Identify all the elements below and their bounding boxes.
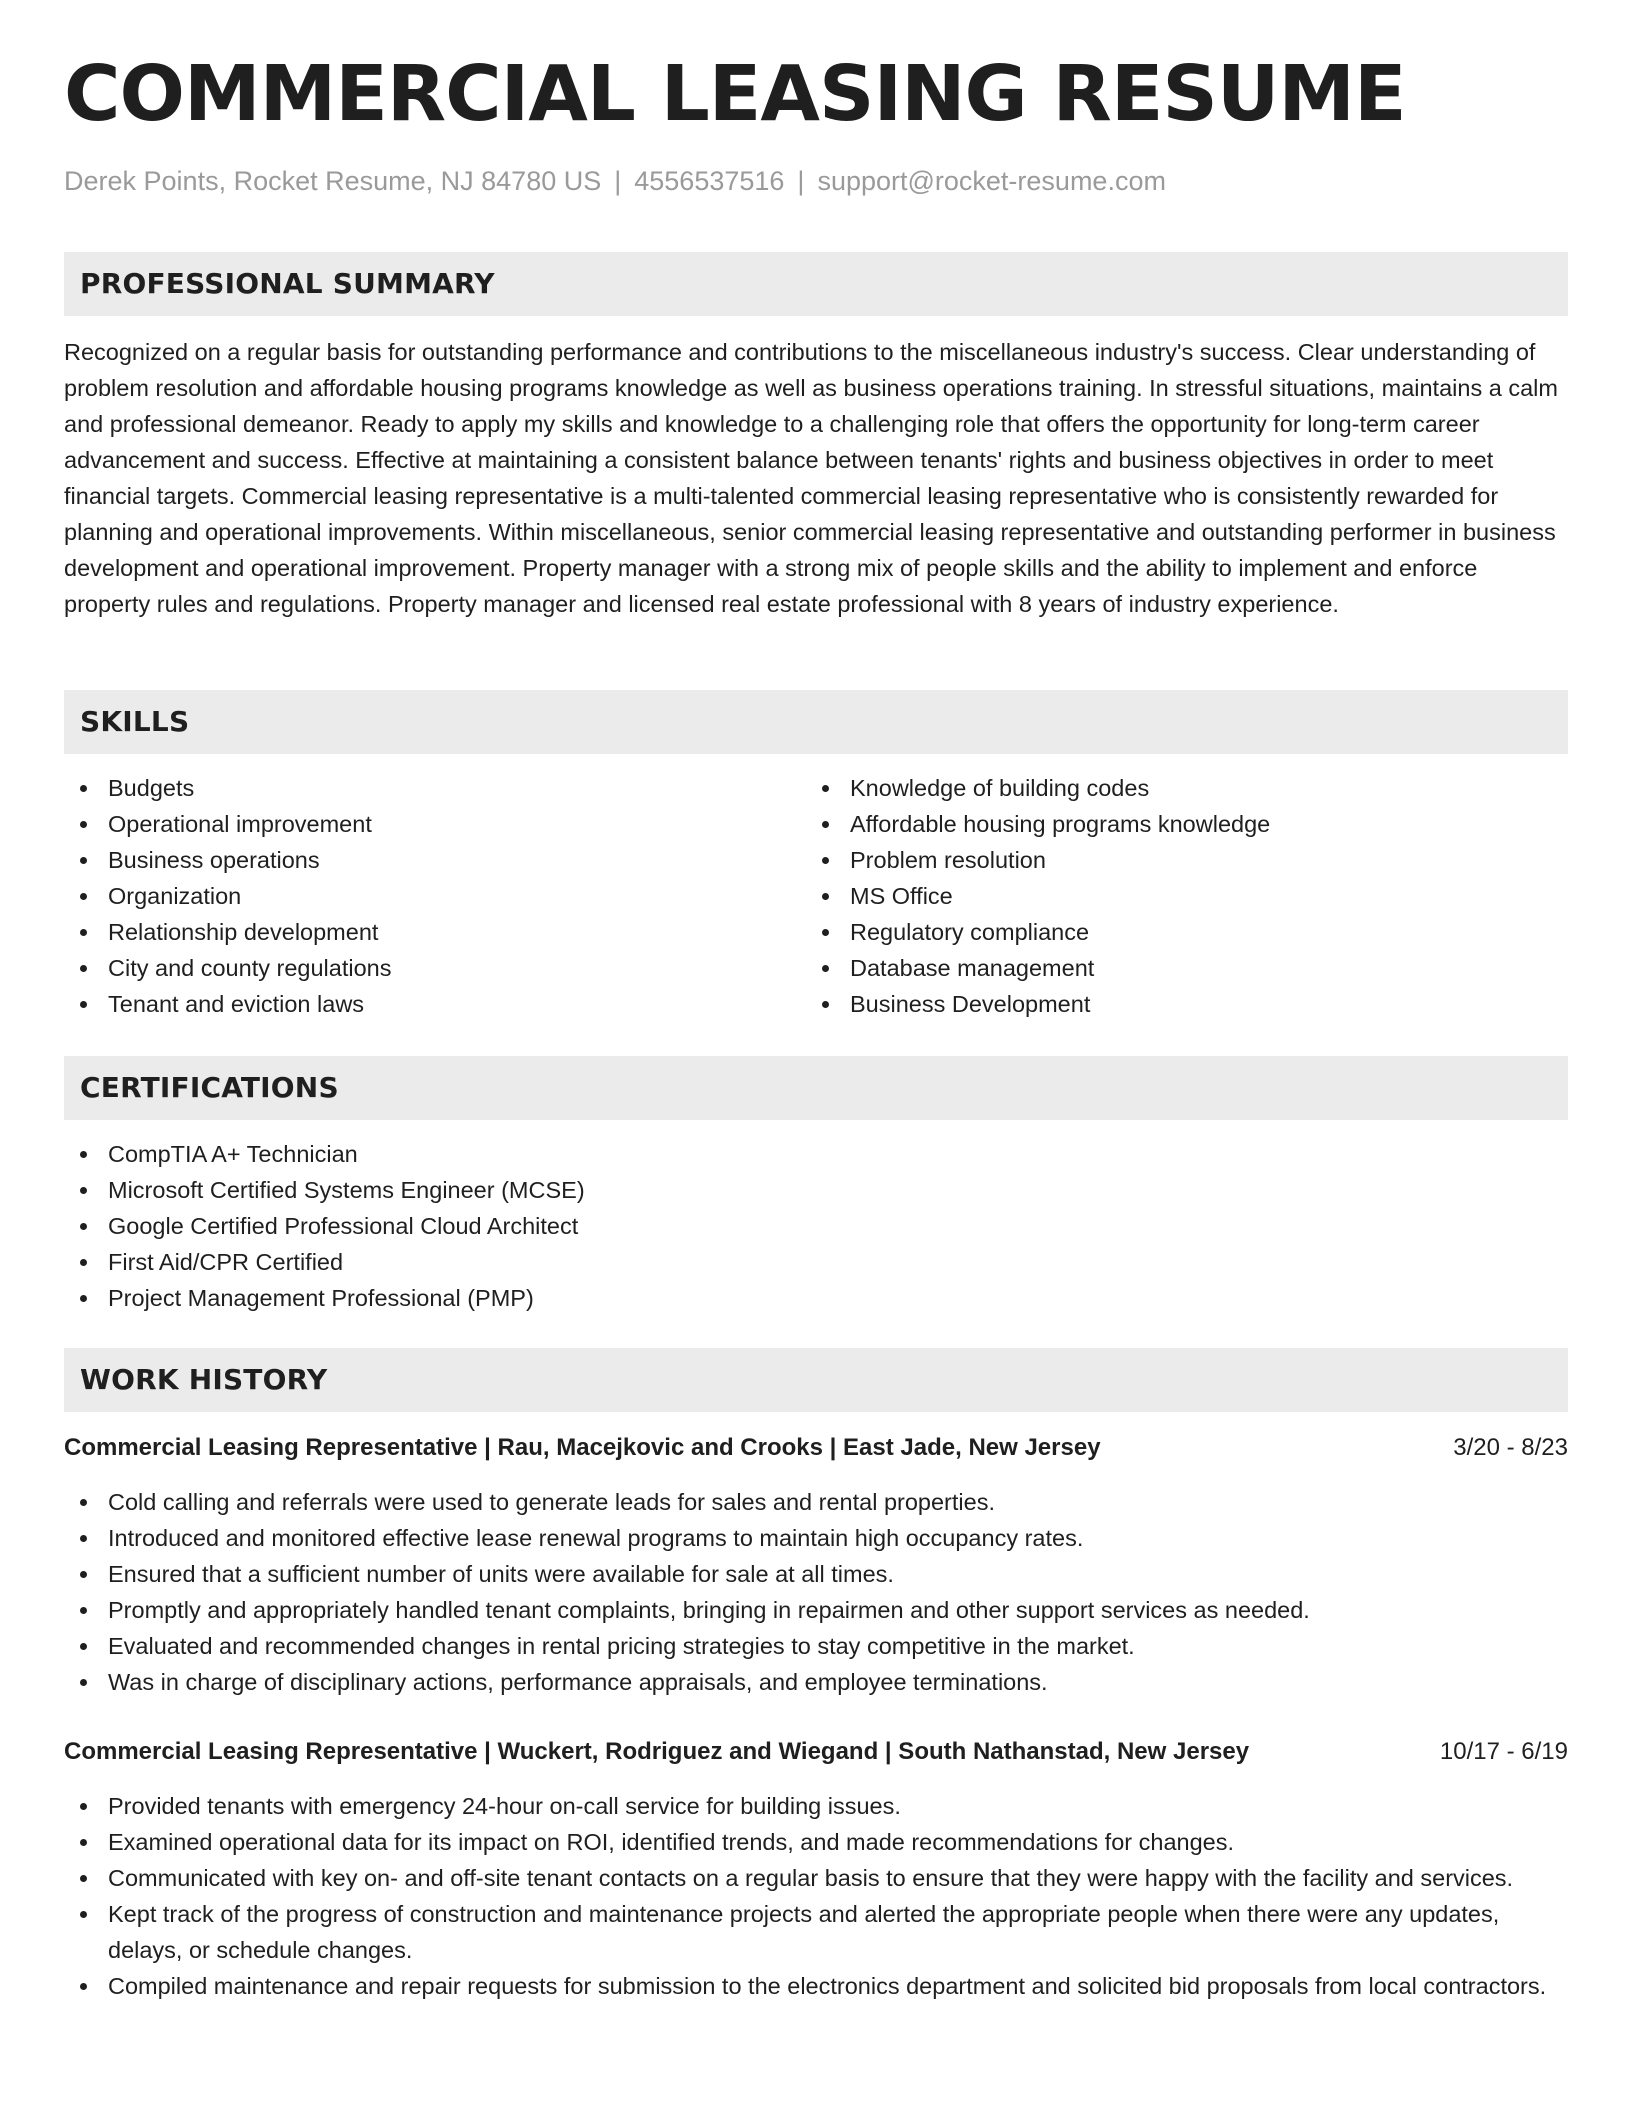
job-dates: 3/20 - 8/23 <box>1453 1434 1568 1461</box>
skill-item: Operational improvement <box>64 806 804 842</box>
contact-phone: 4556537516 <box>634 166 785 196</box>
skills-section-title: SKILLS <box>80 705 190 738</box>
certification-item: Microsoft Certified Systems Engineer (MCSE) <box>64 1172 1568 1208</box>
skill-item: City and county regulations <box>64 950 804 986</box>
job-bullets <box>64 1484 1568 1700</box>
skill-item: Problem resolution <box>806 842 1566 878</box>
job-bullet: Was in charge of disciplinary actions, performance appraisals, and employee terminations. <box>64 1664 1568 1700</box>
certification-item: CompTIA A+ Technician <box>64 1136 1568 1172</box>
certification-item: Google Certified Professional Cloud Architect <box>64 1208 1568 1244</box>
contact-address: Derek Points, Rocket Resume, NJ 84780 US <box>64 166 602 196</box>
job-bullet: Ensured that a sufficient number of units were available for sale at all times. <box>64 1556 1568 1592</box>
contact-separator: | <box>797 166 805 196</box>
job-bullet: Compiled maintenance and repair requests for submission to the electronics department and solicited bid proposals from local contractors. <box>64 1968 1568 2004</box>
job-title: Commercial Leasing Representative | Rau, Macejkovic and Crooks | East Jade, New Jersey <box>64 1434 1101 1461</box>
job-bullet: Promptly and appropriately handled tenant complaints, bringing in repairmen and other support services as needed. <box>64 1592 1568 1628</box>
job-bullet: Kept track of the progress of construction and maintenance projects and alerted the appropriate people when there were any updates, delays, or schedule changes. <box>64 1896 1568 1968</box>
job-bullet: Evaluated and recommended changes in rental pricing strategies to stay competitive in the market. <box>64 1628 1568 1664</box>
skill-item: Database management <box>806 950 1566 986</box>
skill-item: Organization <box>64 878 804 914</box>
certifications-section-title: CERTIFICATIONS <box>80 1071 339 1104</box>
job-bullet: Provided tenants with emergency 24-hour on-call service for building issues. <box>64 1788 1568 1824</box>
skill-item: Business operations <box>64 842 804 878</box>
skill-item: Tenant and eviction laws <box>64 986 804 1022</box>
summary-section-title: PROFESSIONAL SUMMARY <box>80 267 495 300</box>
work-history-section-header <box>64 1348 1568 1412</box>
certifications-section-header <box>64 1056 1568 1120</box>
skill-item: Regulatory compliance <box>806 914 1566 950</box>
job-bullets <box>64 1788 1568 2004</box>
skills-list-right <box>806 770 1566 1022</box>
summary-section-header <box>64 252 1568 316</box>
job-bullet: Introduced and monitored effective lease renewal programs to maintain high occupancy rates. <box>64 1520 1568 1556</box>
work-history-section-title: WORK HISTORY <box>80 1363 328 1396</box>
job-title: Commercial Leasing Representative | Wuckert, Rodriguez and Wiegand | South Nathanstad, New Jersey <box>64 1738 1250 1765</box>
resume-title: COMMERCIAL LEASING RESUME <box>64 50 1406 139</box>
job-header <box>64 1734 1568 1770</box>
skill-item: Business Development <box>806 986 1566 1022</box>
skill-item: Budgets <box>64 770 804 806</box>
skill-item: Affordable housing programs knowledge <box>806 806 1566 842</box>
job-bullet: Cold calling and referrals were used to generate leads for sales and rental properties. <box>64 1484 1568 1520</box>
job-bullet: Examined operational data for its impact on ROI, identified trends, and made recommendations for changes. <box>64 1824 1568 1860</box>
skill-item: Relationship development <box>64 914 804 950</box>
certification-item: First Aid/CPR Certified <box>64 1244 1568 1280</box>
job-bullet: Communicated with key on- and off-site tenant contacts on a regular basis to ensure that they were happy with the facility and services. <box>64 1860 1568 1896</box>
contact-line <box>64 166 1166 197</box>
skills-section-header <box>64 690 1568 754</box>
contact-email[interactable]: support@rocket-resume.com <box>817 166 1166 196</box>
contact-separator: | <box>614 166 622 196</box>
skills-list-left <box>64 770 804 1022</box>
skill-item: Knowledge of building codes <box>806 770 1566 806</box>
certifications-list <box>64 1136 1568 1316</box>
summary-text: Recognized on a regular basis for outstanding performance and contributions to the miscellaneous industry's success. Clear understanding of problem resolution and affordable housing programs knowledge as well as business operations training. In stressful situations, maintains a calm and professional demeanor. Ready to apply my skills and knowledge to a challenging role that offers the opportunity for long-term career advancement and success. Effective at maintaining a consistent balance between tenants' rights and business objectives in order to meet financial targets. Commercial leasing representative is a multi-talented commercial leasing representative who is consistently rewarded for planning and operational improvements. Within miscellaneous, senior commercial leasing representative and outstanding performer in business development and operational improvement. Property manager with a strong mix of people skills and the ability to implement and enforce property rules and regulations. Property manager and licensed real estate professional with 8 years of industry experience. <box>64 339 1558 617</box>
job-dates: 10/17 - 6/19 <box>1439 1738 1568 1765</box>
skill-item: MS Office <box>806 878 1566 914</box>
job-header <box>64 1430 1568 1466</box>
certification-item: Project Management Professional (PMP) <box>64 1280 1568 1316</box>
